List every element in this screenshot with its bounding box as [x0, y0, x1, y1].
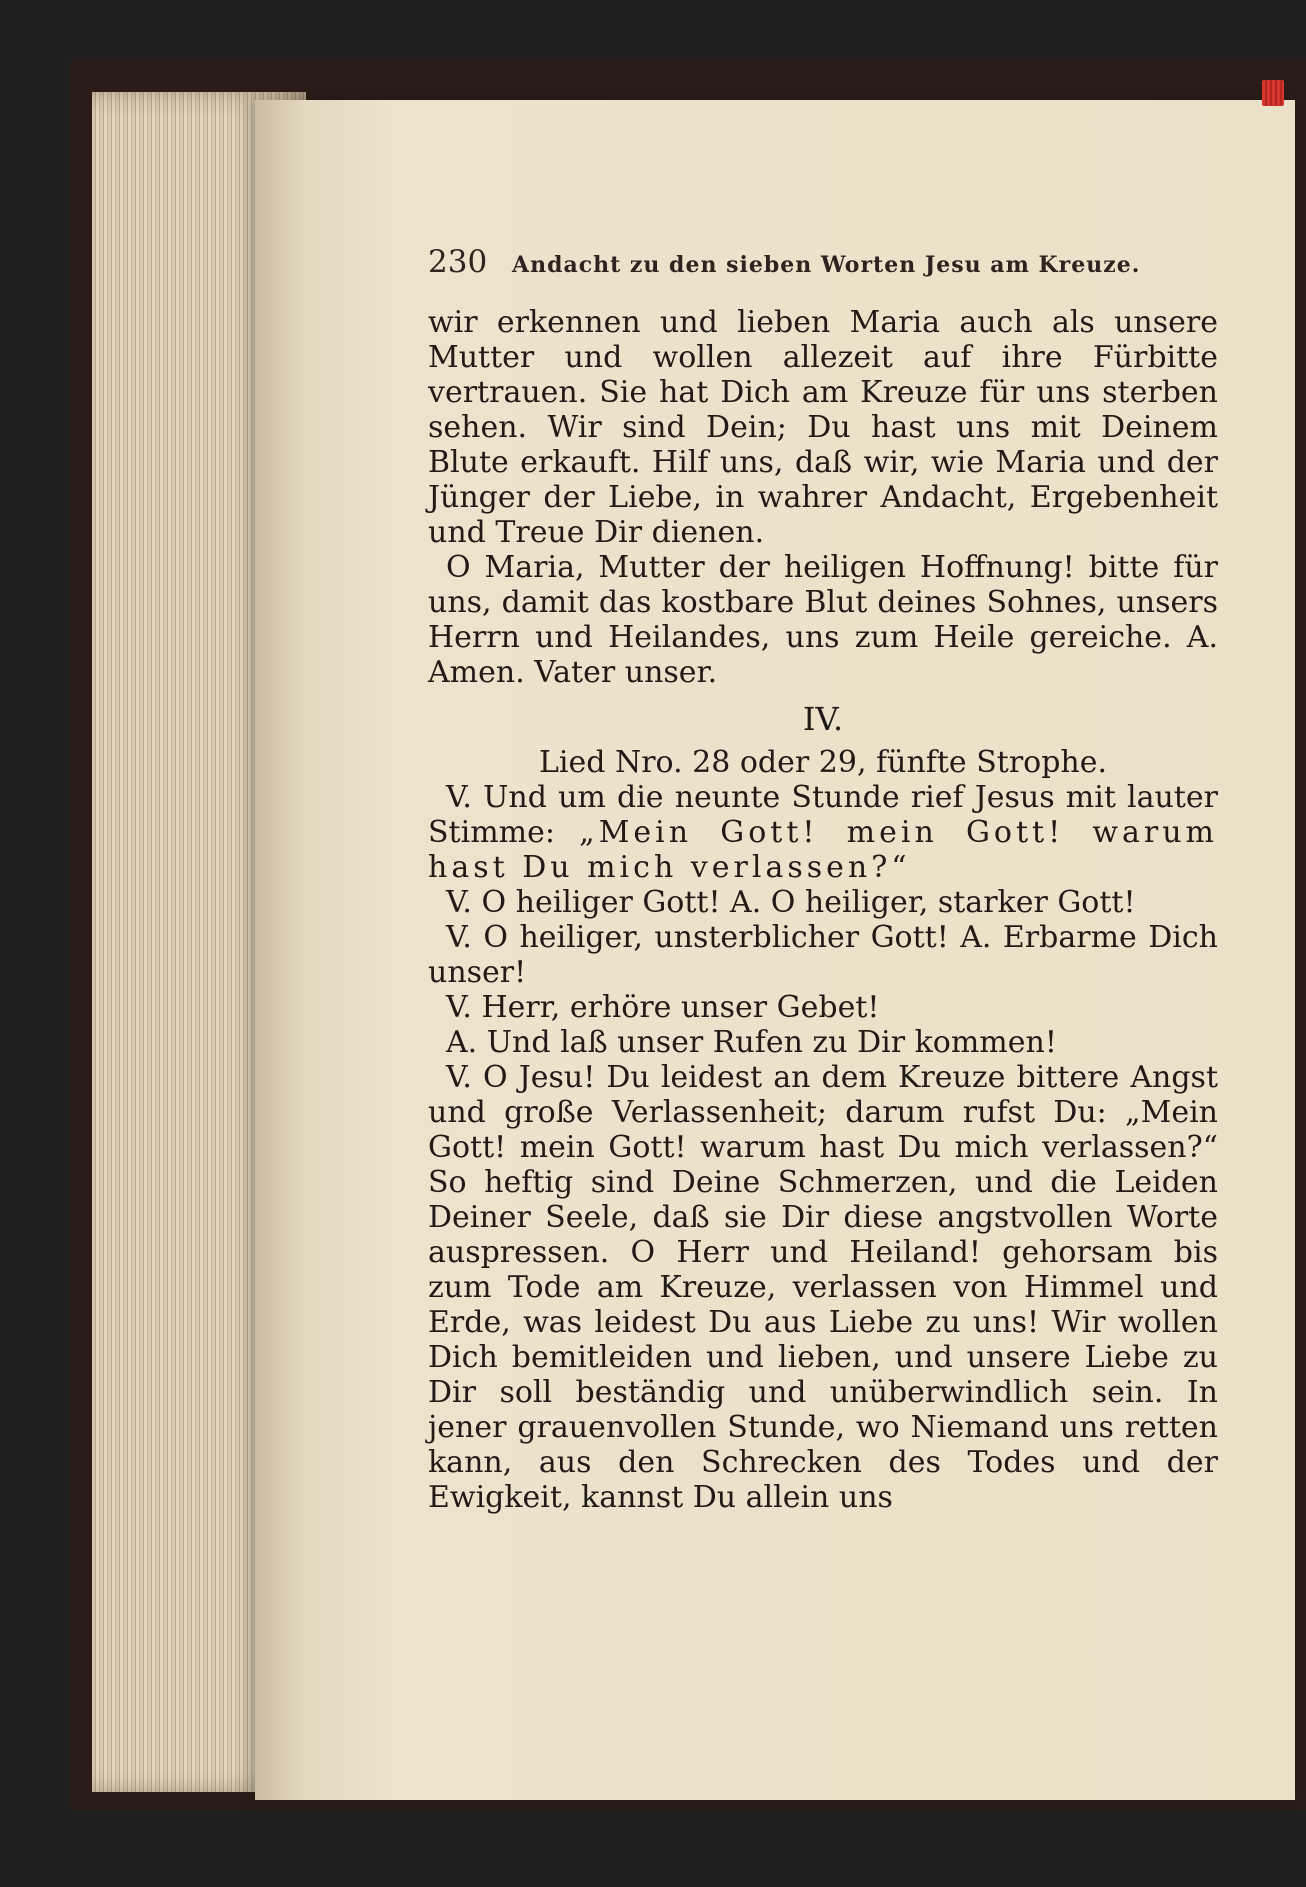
litany-line-3: V. O heiliger, unsterblicher Gott! A. Erbarme Dich unser! — [428, 920, 1218, 990]
litany-line-1-lead: V. Und um die neunte Stunde rief Jesus mit lauter Stimme: — [428, 780, 1218, 850]
section-number: IV. — [802, 700, 844, 738]
page-text — [428, 305, 1218, 1515]
bookmark-ribbon — [1262, 80, 1284, 106]
running-head — [428, 244, 1228, 288]
paragraph-1: wir erkennen und lieben Maria auch als unsere Mutter und wollen allezeit auf ihre Fürbitte vertrauen. Sie hat Dich am Kreuze für uns sterben sehen. Wir sind Dein; Du hast uns mit Deinem Blute erkauft. Hilf uns, daß wir, wie Maria und der Jünger der Liebe, in wahrer Andacht, Ergebenheit und Treue Dir dienen. — [428, 305, 1218, 550]
page-number: 230 — [428, 244, 488, 280]
hymn-reference: Lied Nro. 28 oder 29, fünfte Strophe. — [538, 745, 1108, 780]
litany-line-4: V. Herr, erhöre unser Gebet! — [446, 990, 880, 1025]
litany-line-1-quote: „Mein Gott! mein Gott! warum hast Du mich verlassen?“ — [428, 815, 1218, 885]
paragraph-2: O Maria, Mutter der heiligen Hoffnung! bitte für uns, damit das kostbare Blut deines Sohnes, unsers Herrn und Heilandes, uns zum Heile gereiche. A. Amen. Vater unser. — [428, 550, 1218, 690]
running-head-title: Andacht zu den sieben Worten Jesu am Kreuze. — [512, 252, 1141, 278]
litany-line-1 — [428, 780, 1218, 885]
litany-line-2: V. O heiliger Gott! A. O heiliger, starker Gott! — [446, 885, 1136, 920]
litany-line-6: V. O Jesu! Du leidest an dem Kreuze bittere Angst und große Verlassenheit; darum rufst Du: „Mein Gott! mein Gott! warum hast Du mich verlassen?“ So heftig sind Deine Schmerzen, und die Leiden Deiner Seele, daß sie Dir diese angstvollen Worte auspressen. O Herr und Heiland! gehorsam bis zum Tode am Kreuze, verlassen von Himmel und Erde, was leidest Du aus Liebe zu uns! Wir wollen Dich bemitleiden und lieben, und unsere Liebe zu Dir soll beständig und unüberwindlich sein. In jener grauenvollen Stunde, wo Niemand uns retten kann, aus den Schrecken des Todes und der Ewigkeit, kannst Du allein uns — [428, 1060, 1218, 1515]
litany-line-5: A. Und laß unser Rufen zu Dir kommen! — [446, 1025, 1057, 1060]
